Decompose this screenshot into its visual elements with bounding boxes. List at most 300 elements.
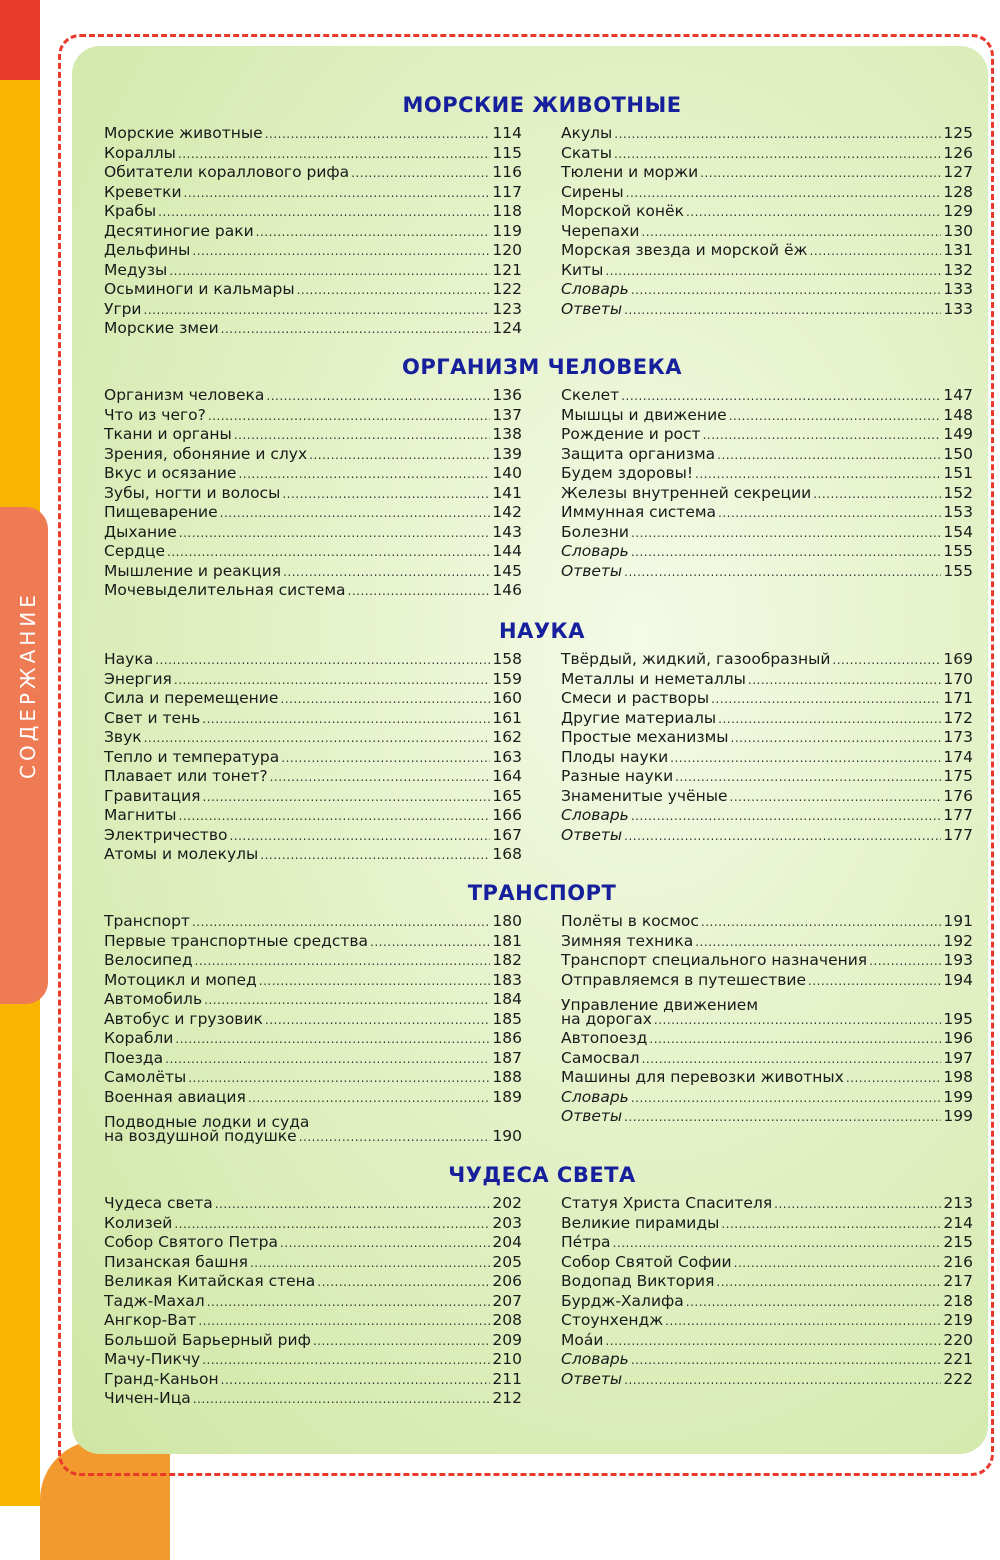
toc-entry[interactable] [104,806,522,826]
entry-title: Ответы [561,561,623,580]
entry-page-number: 170 [943,669,973,688]
entry-title: Собор Святой Софии [561,1252,732,1271]
toc-entry[interactable] [561,523,973,543]
toc-column-left [104,124,522,339]
toc-entry[interactable] [561,748,973,768]
entry-title: Зимняя техника [561,931,694,950]
toc-entry[interactable] [104,1029,522,1049]
dot-leader [631,523,941,543]
toc-entry[interactable] [104,1107,522,1131]
toc-entry[interactable] [561,202,973,222]
entry-title: Самосвал [561,1048,640,1067]
entry-page-number: 163 [492,747,522,766]
entry-page-number: 211 [492,1369,522,1388]
entry-page-number: 165 [492,786,522,805]
toc-entry[interactable] [561,1253,973,1273]
entry-page-number: 213 [943,1194,973,1212]
entry-title: Зубы, ногти и волосы [104,483,281,502]
entry-page-number: 181 [492,931,522,950]
entry-page-number: 117 [492,182,522,201]
toc-entry[interactable] [561,386,973,406]
dot-leader [175,1029,490,1049]
entry-page-number: 210 [492,1350,522,1368]
toc-entry[interactable] [561,912,973,932]
toc-entry[interactable] [104,990,522,1010]
entry-title: Ответы [561,1107,623,1125]
entry-title: Зрения, обоняние и слух [104,444,308,463]
toc-entry[interactable] [561,280,973,300]
toc-entry[interactable] [561,562,973,582]
entry-page-number: 222 [943,1369,973,1388]
entry-page-number: 137 [492,405,522,424]
dot-leader [250,1253,490,1273]
toc-column-left [104,912,522,1146]
entry-title: Статуя Христа Спасителя [561,1194,773,1212]
toc-entry[interactable] [561,806,973,826]
entry-title: Энергия [104,669,172,688]
entry-page-number: 218 [943,1291,973,1310]
dot-leader [282,484,490,504]
toc-entry[interactable] [561,1088,973,1108]
toc-entry[interactable] [104,1272,522,1292]
dot-leader [613,1233,942,1253]
toc-entry[interactable] [561,1292,973,1312]
toc-entry[interactable] [104,300,522,320]
toc-entry[interactable] [104,826,522,846]
dot-leader [631,1088,942,1108]
toc-entry[interactable] [561,787,973,807]
entry-page-number: 150 [943,444,973,463]
toc-entry[interactable] [104,562,522,582]
entry-title: Пизанская башня [104,1252,248,1271]
dot-leader [605,1331,941,1351]
entry-page-number: 173 [943,728,973,746]
toc-entry[interactable] [104,319,522,339]
entry-page-number: 219 [943,1311,973,1329]
toc-entry[interactable] [104,464,522,484]
toc-entry[interactable] [561,183,973,203]
entry-page-number: 191 [943,912,973,930]
toc-entry[interactable] [104,406,522,426]
entry-title: Поезда [104,1048,164,1067]
entry-title: Знаменитые учёные [561,786,728,805]
toc-entry[interactable] [561,425,973,445]
toc-entry[interactable] [104,689,522,709]
dot-leader [260,845,490,865]
entry-title: Атомы и молекулы [104,845,259,863]
toc-entry[interactable] [561,1370,973,1390]
toc-entry[interactable] [104,951,522,971]
toc-entry[interactable] [561,144,973,164]
dot-leader [631,280,942,300]
entry-page-number: 136 [492,386,522,404]
toc-entry[interactable] [104,425,522,445]
dot-leader [631,1350,942,1370]
entry-page-number: 159 [492,669,522,688]
entry-page-number: 142 [492,503,522,521]
entry-title: Разные науки [561,767,674,785]
entry-title: Кораллы [104,143,176,162]
entry-page-number: 183 [492,970,522,989]
entry-page-number: 124 [492,319,522,337]
entry-title: Морская звезда и морской ёж [561,241,808,259]
entry-page-number: 139 [492,444,522,463]
dot-leader [281,748,490,768]
toc-entry[interactable] [104,787,522,807]
toc-entry[interactable] [561,1272,973,1292]
dot-leader [192,241,490,261]
toc-entry[interactable] [104,767,522,787]
dot-leader [718,503,941,523]
entry-title: Отправляемся в путешествие [561,970,807,989]
entry-title: Водопад Виктория [561,1272,715,1290]
dot-leader [265,1010,491,1030]
toc-entry[interactable] [104,386,522,406]
dot-leader [202,1350,490,1370]
dot-leader [198,1311,490,1331]
dot-leader [283,562,490,582]
toc-entry[interactable] [561,650,973,670]
entry-title: Тепло и температура [104,747,280,766]
toc-entry[interactable] [561,300,973,320]
entry-title: Транспорт [104,912,190,930]
dot-leader [711,689,941,709]
toc-entry[interactable] [104,1311,522,1331]
entry-page-number: 129 [943,202,973,220]
toc-entry[interactable] [104,1331,522,1351]
toc-entry[interactable] [561,1029,973,1049]
entry-title: Самолёты [104,1068,187,1086]
entry-page-number: 118 [492,202,522,220]
dot-leader [266,386,490,406]
entry-page-number: 125 [943,124,973,142]
entry-title: Плавает или тонет? [104,767,268,785]
entry-page-number: 194 [943,970,973,989]
entry-page-number: 153 [943,503,973,521]
toc-entry[interactable] [104,845,522,865]
entry-page-number: 160 [492,689,522,707]
toc-entry[interactable] [104,932,522,952]
toc-entry[interactable] [104,445,522,465]
entry-title: Болезни [561,522,630,541]
entry-title: Дельфины [104,241,191,259]
entry-page-number: 130 [943,221,973,240]
toc-entry[interactable] [561,406,973,426]
toc-entry[interactable] [561,670,973,690]
dot-leader [144,728,491,748]
entry-title: Словарь [561,1087,629,1106]
entry-page-number: 202 [492,1194,522,1212]
dot-leader [846,1068,942,1088]
entry-title: Смеси и растворы [561,689,710,707]
dot-leader [624,300,941,320]
entry-page-number: 164 [492,767,522,785]
entry-title: Собор Святого Петра [104,1233,279,1251]
entry-page-number: 206 [492,1272,522,1290]
dot-leader [701,912,942,932]
dot-leader [631,806,942,826]
entry-title: Автобус и грузовик [104,1009,263,1028]
toc-entry[interactable] [561,971,973,991]
toc-entry[interactable] [561,932,973,952]
toc-entry[interactable] [561,1010,973,1030]
entry-title: Плоды науки [561,747,669,766]
entry-title: Моа́и [561,1330,604,1349]
dot-leader [729,406,942,426]
toc-entry[interactable] [561,503,973,523]
toc-entry[interactable] [104,1389,522,1409]
entry-title: Угри [104,299,142,318]
toc-entry[interactable] [104,1292,522,1312]
entry-title: Словарь [561,542,629,560]
toc-entry[interactable] [561,241,973,261]
entry-title: Десятиногие раки [104,221,254,240]
dot-leader [169,261,490,281]
toc-entry[interactable] [104,728,522,748]
dot-leader [624,562,941,582]
toc-entry[interactable] [104,1194,522,1214]
toc-entry[interactable] [561,484,973,504]
entry-title: Иммунная система [561,503,717,521]
entry-page-number: 220 [943,1330,973,1349]
entry-page-number: 199 [943,1087,973,1106]
entry-page-number: 151 [943,464,973,482]
dot-leader [167,542,490,562]
entry-title: Металлы и неметаллы [561,669,746,688]
toc-entry[interactable] [561,261,973,281]
dot-leader [204,990,490,1010]
entry-page-number: 208 [492,1311,522,1329]
toc-entry[interactable] [104,1350,522,1370]
entry-title: Твёрдый, жидкий, газообразный [561,650,831,668]
entry-page-number: 205 [492,1252,522,1271]
entry-title: Скаты [561,143,612,162]
dot-leader [311,1107,520,1127]
toc-entry[interactable] [104,1214,522,1234]
toc-entry[interactable] [104,1088,522,1108]
entry-title: Мочевыделительная система [104,581,346,599]
entry-title: Акулы [561,124,613,142]
entry-page-number: 133 [943,299,973,318]
entry-title: Полёты в космос [561,912,699,930]
entry-page-number: 214 [943,1213,973,1232]
toc-entry[interactable] [104,748,522,768]
entry-page-number: 126 [943,143,973,162]
dot-leader [309,445,490,465]
toc-entry[interactable] [561,1331,973,1351]
toc-entry[interactable] [561,1068,973,1088]
entry-title: Что из чего? [104,405,206,424]
dot-leader [165,1049,490,1069]
entry-page-number: 197 [943,1048,973,1067]
toc-entry[interactable] [561,990,973,1014]
entry-page-number: 120 [492,241,522,259]
dot-leader [605,261,941,281]
toc-column-right [561,912,973,1127]
toc-entry[interactable] [561,689,973,709]
toc-entry[interactable] [561,1311,973,1331]
entry-page-number: 114 [492,124,522,142]
toc-entry[interactable] [561,124,973,144]
entry-page-number: 148 [943,405,973,424]
toc-entry[interactable] [104,670,522,690]
entry-page-number: 122 [492,280,522,298]
toc-entry[interactable] [561,767,973,787]
dot-leader [370,932,490,952]
entry-title: Гравитация [104,786,201,805]
toc-entry[interactable] [104,912,522,932]
dot-leader [621,386,941,406]
toc-entry[interactable] [561,464,973,484]
toc-entry[interactable] [561,445,973,465]
entry-page-number: 158 [492,650,522,668]
entry-title: Чудеса света [104,1194,213,1212]
toc-entry[interactable] [561,728,973,748]
toc-entry[interactable] [104,144,522,164]
toc-entry[interactable] [104,542,522,562]
toc-entry[interactable] [561,1233,973,1253]
toc-entry[interactable] [104,1233,522,1253]
entry-title: Дыхание [104,522,177,541]
toc-entry[interactable] [104,1370,522,1390]
toc-entry[interactable] [104,650,522,670]
dot-leader [184,183,491,203]
toc-entry[interactable] [104,484,522,504]
entry-title: Осьминоги и кальмары [104,280,295,298]
dot-leader [614,144,941,164]
dot-leader [195,951,491,971]
dot-leader [700,163,941,183]
toc-entry[interactable] [561,951,973,971]
entry-title: Большой Барьерный риф [104,1330,311,1349]
dot-leader [624,1370,941,1390]
toc-entry[interactable] [561,709,973,729]
dot-leader [188,1068,490,1088]
entry-page-number: 146 [492,581,522,599]
entry-title: Колизей [104,1213,173,1232]
entry-page-number: 212 [492,1389,522,1407]
toc-entry[interactable] [561,1049,973,1069]
dot-leader [665,1311,941,1331]
toc-entry[interactable] [104,163,522,183]
dot-leader [348,581,491,601]
toc-entry[interactable] [104,202,522,222]
entry-page-number: 132 [943,260,973,279]
dot-leader [313,1331,491,1351]
toc-entry[interactable] [104,124,522,144]
toc-entry[interactable] [104,280,522,300]
toc-entry[interactable] [104,709,522,729]
toc-entry[interactable] [104,261,522,281]
entry-page-number: 184 [492,990,522,1008]
entry-title: Ответы [561,825,623,844]
dot-leader [265,124,491,144]
entry-title: Машины для перевозки животных [561,1068,844,1086]
toc-column-right [561,124,973,319]
section-title: ТРАНСПОРТ [467,881,617,905]
dot-leader [220,503,491,523]
toc-entry[interactable] [104,222,522,242]
toc-entry[interactable] [561,1194,973,1214]
dot-leader [297,280,491,300]
entry-title: Электричество [104,825,228,844]
toc-entry[interactable] [104,971,522,991]
entry-page-number: 217 [943,1272,973,1290]
dot-leader [158,202,490,222]
entry-title: Киты [561,260,604,279]
entry-title: Словарь [561,806,629,824]
entry-title: Великая Китайская стена [104,1272,316,1290]
entry-title: Первые транспортные средства [104,931,369,950]
dot-leader [299,1127,491,1147]
dot-leader [675,767,941,787]
entry-title: Управление движением [561,995,759,1014]
entry-title: Свет и тень [104,708,201,727]
toc-entry[interactable] [561,826,973,846]
entry-title: Ткани и органы [104,425,232,443]
toc-entry[interactable] [561,1214,973,1234]
toc-entry[interactable] [561,1107,973,1127]
toc-entry[interactable] [104,1049,522,1069]
toc-entry[interactable] [104,1253,522,1273]
dot-leader [179,523,491,543]
dot-leader [654,1010,942,1030]
toc-entry[interactable] [104,1127,522,1147]
toc-entry[interactable] [561,222,973,242]
toc-entry[interactable] [104,1068,522,1088]
entry-title: на воздушной подушке [104,1126,297,1145]
entry-page-number: 176 [943,786,973,805]
dot-leader [174,1214,490,1234]
entry-title: Простые механизмы [561,728,729,746]
entry-page-number: 189 [492,1087,522,1106]
toc-entry[interactable] [104,581,522,601]
entry-title: Скелет [561,386,620,404]
entry-title: на дорогах [561,1009,652,1028]
entry-title: Мачу-Пикчу [104,1350,201,1368]
entry-title: Велосипед [104,951,193,969]
entry-title: Подводные лодки и суда [104,1112,310,1131]
entry-title: Тадж-Махал [104,1291,205,1310]
toc-entry[interactable] [561,163,973,183]
dot-leader [256,222,491,242]
dot-leader [695,464,941,484]
entry-page-number: 175 [943,767,973,785]
dot-leader [686,202,941,222]
entry-page-number: 209 [492,1330,522,1349]
dot-leader [317,1272,490,1292]
entry-title: Сила и перемещение [104,689,279,707]
entry-page-number: 144 [492,542,522,560]
entry-title: Будем здоровы! [561,464,694,482]
dot-leader [207,1292,491,1312]
entry-title: Звук [104,728,142,746]
toc-entry[interactable] [104,1010,522,1030]
entry-page-number: 207 [492,1291,522,1310]
toc-entry[interactable] [561,542,973,562]
toc-entry[interactable] [104,183,522,203]
entry-title: Сердце [104,542,166,560]
toc-column-right [561,386,973,581]
dot-leader [280,1233,490,1253]
entry-title: Креветки [104,182,182,201]
entry-page-number: 177 [943,825,973,844]
entry-page-number: 161 [492,708,522,727]
toc-entry[interactable] [104,241,522,261]
toc-entry[interactable] [104,503,522,523]
toc-entry[interactable] [561,1350,973,1370]
toc-entry[interactable] [104,523,522,543]
